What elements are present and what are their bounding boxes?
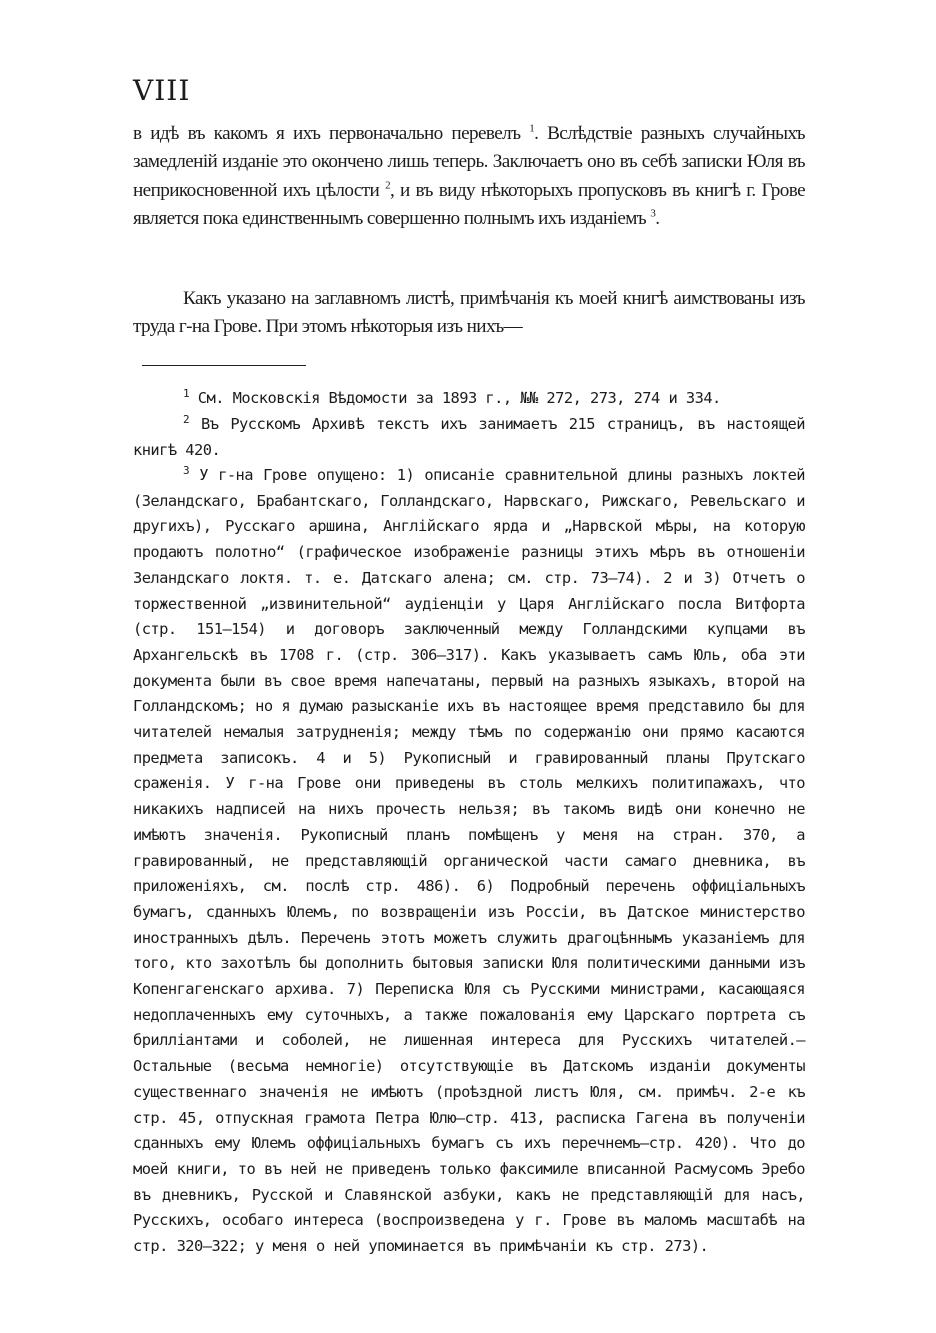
footnote-text: У г-на Грове опущено: 1) описаніе сравнительной длины разныхъ локтей (Зеландскаго, Брабантскаго, Голландскаго, Нарвскаго, Рижскаго, Ревельскаго и другихъ), Русскаго аршина, Англійскаго ярда и „Нарвской мѣры, на которую продаютъ полотно“ (графическое изображеніе разницы этихъ мѣръ въ отношеніи Зеландскаго локтя. т. е. Датскаго алена; см. стр. 73—74). 2 и 3) Отчетъ о торжественной „извинительной“ аудіенціи у Царя Англійскаго посла Витфорта (стр. 151—154) и договоръ заключенный между Голландскими купцами въ Архангельскѣ въ 1708 г. (стр. 306—317). Какъ указываетъ самъ Юль, оба эти документа были въ свое время напечатаны, первый на разныхъ языкахъ, второй на Голландскомъ; но я думаю разысканіе ихъ въ настоящее время представило бы для читателей немалыя затрудненія; между тѣмъ по содержанію они прямо касаются предмета записокъ. 4 и 5) Рукописный и гравированный планы Прутскаго сраженія. У г-на Грове они приведены въ столь мелкихъ политипажахъ, что никакихъ надписей на нихъ прочесть нельзя; въ такомъ видѣ они конечно не имѣютъ значенія. Рукописный планъ помѣщенъ у меня на стран. 370, а гравированный, не представляющій органической части самаго дневника, въ приложеніяхъ, см. послѣ стр. 486). 6) Подробный перечень оффиціальныхъ бумагъ, сданныхъ Юлемъ, по возвращеніи изъ Россіи, въ Датское министерство иностранныхъ дѣлъ. Перечень этотъ можетъ служить драгоцѣннымъ указаніемъ для того, кто захотѣлъ бы дополнить бытовыя записки Юля политическими данными изъ Копенгагенскаго архива. 7) Переписка Юля съ Русскими министрами, касающаяся недоплаченныхъ ему суточныхъ, а также пожалованія ему Царскаго портрета съ брилліантами и соболей, не лишенная интереса для Русскихъ читателей.—Остальные (весьма немногіе) отсутствующіе въ Датскомъ изданіи документы существеннаго значенія не имѣютъ (проѣздной листъ Юля, см. примѣч. 2-е къ стр. 45, отпускная грамота Петра Юлю—стр. 413, расписка Гагена въ полученіи сданныхъ ему Юлемъ оффиціальныхъ бумагъ съ ихъ перечнемъ—стр. 420). Что до моей книги, то въ ней не приведенъ только факсимиле вписанной Расмусомъ Эребо въ дневникъ, Русской и Славянской азбуки, какъ не представляющій для насъ, Русскихъ, особаго интереса (воспроизведена у г. Грове въ маломъ масштабѣ на стр. 320—322; у меня о ней упоминается въ примѣчаніи къ стр. 273). <box>133 466 805 1256</box>
footnote-reference[interactable]: 1 <box>529 122 535 135</box>
footnote-marker: 3 <box>183 463 190 477</box>
footnote <box>133 412 805 463</box>
footnote-reference[interactable]: 2 <box>385 179 390 192</box>
body-paragraph <box>133 120 805 234</box>
footnote-text: См. Московскія Вѣдомости за 1893 г., №№ 272, 273, 274 и 334. <box>189 389 721 407</box>
footnote <box>133 386 805 412</box>
footnote-marker: 2 <box>183 412 190 426</box>
body-paragraph <box>133 285 805 342</box>
footnote-separator <box>142 365 306 366</box>
page-number: VIII <box>133 74 191 107</box>
paragraph-text: . Вслѣдствіе разныхъ случайныхъ замедленій изданіе это окончено лишь теперь. Заключаетъ оно въ себѣ записки Юля въ неприкосновенной ихъ цѣлости <box>133 123 806 201</box>
footnote-reference[interactable]: 3 <box>650 207 656 220</box>
paragraph-text: в идѣ въ какомъ я ихъ первоначально перевелъ <box>133 123 530 144</box>
footnote <box>133 463 805 1260</box>
footnote-marker: 1 <box>183 386 190 400</box>
paragraph-text: . <box>655 208 660 230</box>
paragraph-text: , и въ виду нѣкоторыхъ пропусковъ въ книгѣ г. Грове является пока единственнымъ совершенно полнымъ ихъ изданіемъ <box>133 179 805 230</box>
footnote-text: Въ Русскомъ Архивѣ текстъ ихъ занимаетъ 215 страницъ, въ настоящей книгѣ 420. <box>133 415 805 459</box>
paragraph-text: Какъ указано на заглавномъ листѣ, примѣчанія къ моей книгѣ аимствованы изъ труда г-на Грове. При этомъ нѣкоторыя изъ нихъ— <box>133 288 805 338</box>
